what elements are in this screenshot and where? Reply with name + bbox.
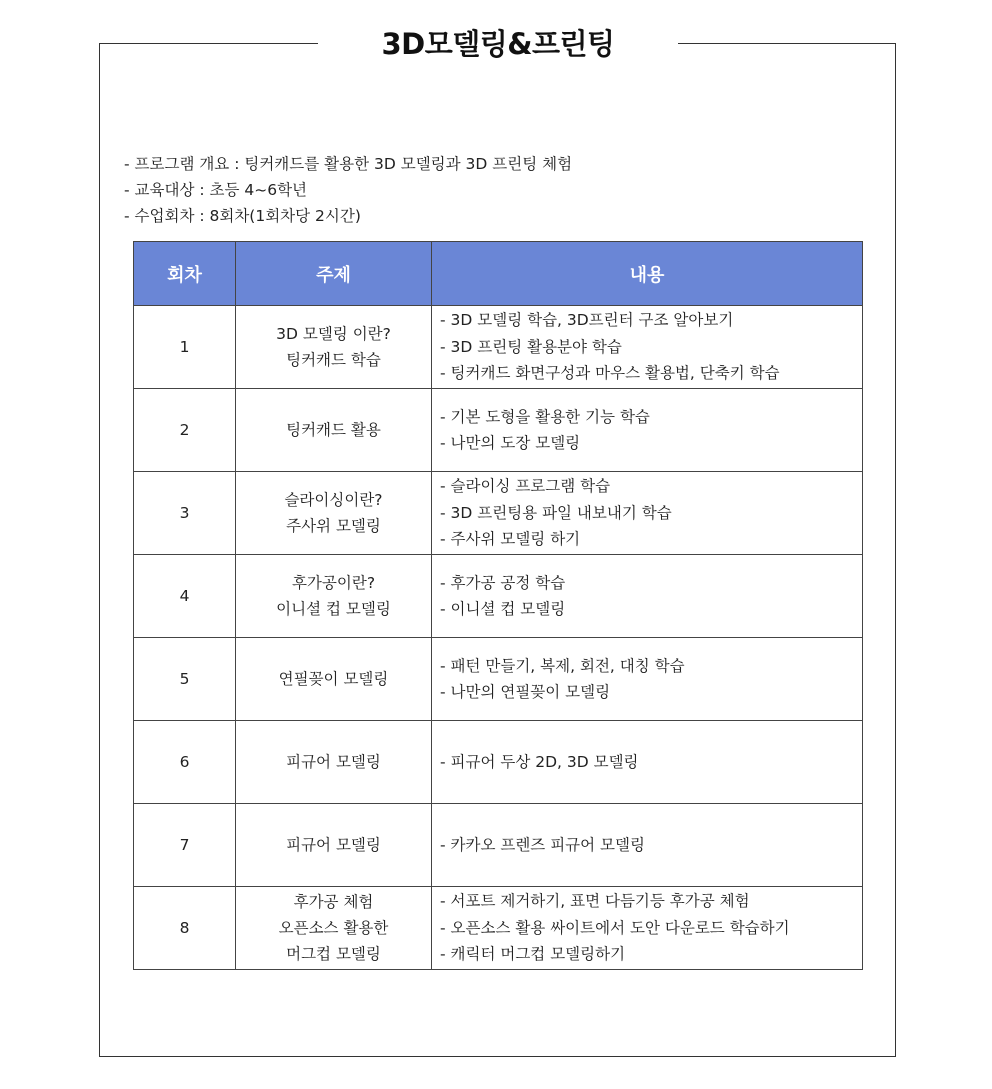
topic-line: 3D 모델링 이란? xyxy=(276,325,391,343)
session-content xyxy=(432,887,863,970)
topic-line: 후가공 체험 xyxy=(293,893,374,911)
table-row xyxy=(134,306,863,389)
topic-line: 팅커캐드 학습 xyxy=(286,351,381,369)
topic-line: 슬라이싱이란? xyxy=(284,491,383,509)
session-number: 2 xyxy=(134,389,236,472)
table-row xyxy=(134,721,863,804)
session-topic xyxy=(236,887,432,970)
session-content xyxy=(432,472,863,555)
table-row xyxy=(134,887,863,970)
content-line: - 주사위 모델링 하기 xyxy=(440,530,581,549)
topic-line: 연필꽂이 모델링 xyxy=(278,670,389,688)
session-number: 3 xyxy=(134,472,236,555)
content-line: - 슬라이싱 프로그램 학습 xyxy=(440,477,611,496)
session-topic xyxy=(236,389,432,472)
content-line: - 캐릭터 머그컵 모델링하기 xyxy=(440,945,626,964)
topic-line: 머그컵 모델링 xyxy=(286,945,381,963)
session-number: 8 xyxy=(134,887,236,970)
content-line: - 3D 프린팅용 파일 내보내기 학습 xyxy=(440,503,672,522)
info-sessions: - 수업회차 : 8회차(1회차당 2시간) xyxy=(124,207,361,225)
table-row xyxy=(134,389,863,472)
content-line: - 서포트 제거하기, 표면 다듬기등 후가공 체험 xyxy=(440,892,750,911)
info-target: - 교육대상 : 초등 4~6학년 xyxy=(124,181,308,199)
content-line: - 피규어 두상 2D, 3D 모델링 xyxy=(440,752,639,771)
topic-line: 피규어 모델링 xyxy=(286,753,381,771)
session-topic xyxy=(236,638,432,721)
table-header-row xyxy=(134,242,863,306)
content-line: - 오픈소스 활용 싸이트에서 도안 다운로드 학습하기 xyxy=(440,918,790,937)
topic-line: 피규어 모델링 xyxy=(286,836,381,854)
content-line: - 기본 도형을 활용한 기능 학습 xyxy=(440,407,650,426)
content-line: - 이니셜 컵 모델링 xyxy=(440,600,566,618)
topic-line: 오픈소스 활용한 xyxy=(278,919,389,937)
session-content xyxy=(432,389,863,472)
info-overview: - 프로그램 개요 : 팅커캐드를 활용한 3D 모델링과 3D 프린팅 체험 xyxy=(124,155,573,173)
session-topic xyxy=(236,472,432,555)
header-session: 회차 xyxy=(134,242,236,306)
content-line: - 후가공 공정 학습 xyxy=(440,573,566,592)
session-content xyxy=(432,804,863,887)
header-topic: 주제 xyxy=(236,242,432,306)
table-row xyxy=(134,804,863,887)
content-line: - 나만의 연필꽂이 모델링 xyxy=(440,683,611,701)
session-content xyxy=(432,721,863,804)
table-row xyxy=(134,555,863,638)
program-info xyxy=(124,151,572,229)
topic-line: 팅커캐드 활용 xyxy=(286,421,381,439)
session-number: 6 xyxy=(134,721,236,804)
session-topic xyxy=(236,721,432,804)
session-number: 4 xyxy=(134,555,236,638)
topic-line: 이니셜 컵 모델링 xyxy=(276,600,391,618)
content-line: - 패턴 만들기, 복제, 회전, 대칭 학습 xyxy=(440,656,685,675)
session-content xyxy=(432,306,863,389)
session-content xyxy=(432,638,863,721)
topic-line: 후가공이란? xyxy=(291,574,376,592)
content-line: - 나만의 도장 모델링 xyxy=(440,434,581,452)
session-topic xyxy=(236,804,432,887)
content-line: - 3D 모델링 학습, 3D프린터 구조 알아보기 xyxy=(440,311,734,330)
session-number: 7 xyxy=(134,804,236,887)
table-row xyxy=(134,472,863,555)
topic-line: 주사위 모델링 xyxy=(286,517,381,535)
title-container xyxy=(318,20,678,64)
schedule-table xyxy=(133,241,863,970)
page-title: 3D모델링&프린팅 xyxy=(381,26,615,61)
table-body xyxy=(134,306,863,970)
content-line: - 팅커캐드 화면구성과 마우스 활용법, 단축키 학습 xyxy=(440,364,780,383)
session-topic xyxy=(236,555,432,638)
header-content: 내용 xyxy=(432,242,863,306)
session-topic xyxy=(236,306,432,389)
session-number: 1 xyxy=(134,306,236,389)
session-content xyxy=(432,555,863,638)
content-line: - 3D 프린팅 활용분야 학습 xyxy=(440,337,622,356)
content-line: - 카카오 프렌즈 피규어 모델링 xyxy=(440,835,645,854)
table-row xyxy=(134,638,863,721)
session-number: 5 xyxy=(134,638,236,721)
